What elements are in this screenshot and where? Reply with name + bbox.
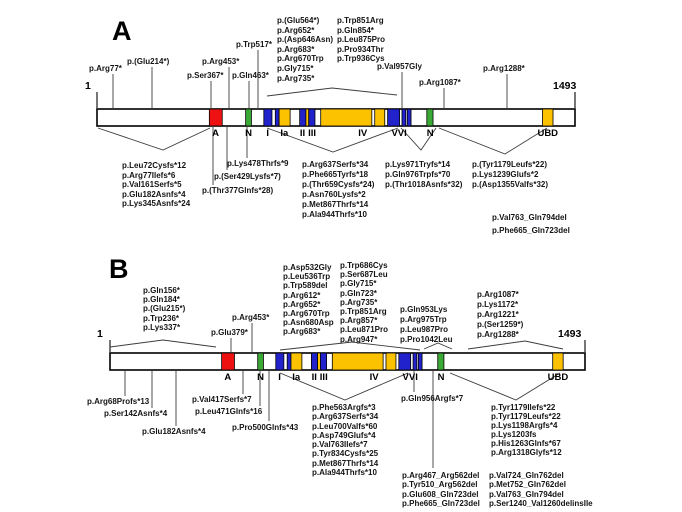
domain-segment — [300, 109, 306, 126]
mutation-group — [402, 471, 480, 508]
mutation-label: p.(Thr377Glnfs*28) — [202, 186, 274, 195]
domain-segment — [279, 109, 290, 126]
domain-segment — [413, 353, 417, 370]
mutation-label: p.Lys1172* — [477, 300, 519, 309]
mutation-label: p.Arg68Profs*13 — [87, 397, 150, 406]
domain-label: IV — [369, 372, 379, 383]
mutation-label: p.Gln723* — [340, 288, 377, 298]
panel-a-scale-start: 1 — [85, 80, 91, 92]
mutation-label: p.Tyr1179Ilefs*22 — [491, 403, 556, 412]
mutation-label: p.(Tyr1179Leufs*22) — [472, 160, 547, 169]
mutation-label: p.Arg683* — [283, 327, 321, 337]
domain-segment — [209, 109, 222, 126]
domain-label: N — [245, 128, 252, 139]
domain-segment — [320, 353, 326, 370]
mutation-label: p.Asp749Glufs*4 — [312, 430, 376, 440]
panel-b-scale-start: 1 — [97, 328, 103, 340]
bracket-chevron — [450, 373, 560, 400]
mutation-label: p.Arg453* — [202, 57, 240, 66]
domain-label: I — [278, 372, 281, 383]
panel-b-letter: B — [109, 254, 129, 284]
mutation-label: p.His1263Glnfs*67 — [491, 439, 561, 448]
mutation-column — [400, 305, 452, 345]
mutation-column — [337, 16, 385, 64]
mutation-label: p.Lys1239Glufs*2 — [472, 170, 539, 179]
mutation-group — [302, 160, 374, 220]
domain-segment — [553, 353, 563, 370]
mutation-label: p.Lys1198Argfs*4 — [491, 421, 558, 430]
mutation-label: p.Pro934Thr — [337, 44, 384, 54]
mutation-label: p.Arg857* — [340, 316, 378, 326]
bracket-chevron — [439, 128, 547, 154]
mutation-label: p.Arg670Trp — [283, 309, 330, 319]
domain-segment — [321, 109, 372, 126]
mutation-label: p.Leu875Pro — [337, 35, 386, 45]
domain-label: N — [437, 372, 445, 383]
mutation-label: p.Trp851Arg — [337, 16, 384, 25]
mutation-label: p.Gln976Trpfs*70 — [385, 170, 451, 179]
domain-segment — [438, 353, 444, 370]
mutation-label: p.Arg637Serfs*34 — [302, 160, 369, 169]
mutation-label: p.Gln956Argfs*7 — [401, 394, 464, 403]
mutation-label: p.Val417Serfs*7 — [192, 395, 252, 404]
domain-segment — [264, 109, 272, 126]
mutation-label: p.Arg1288* — [483, 64, 525, 73]
mutation-label: p.Arg683* — [277, 44, 315, 54]
mutation-label: p.(Glu215*) — [143, 304, 186, 314]
domain-label: N — [257, 372, 264, 383]
mutation-label: p.Ala944Thrfs*10 — [302, 210, 367, 219]
mutation-label: p.Leu471Glnfs*16 — [195, 407, 263, 416]
domain-segment — [399, 353, 411, 370]
domain-label: A — [212, 128, 219, 139]
domain-segment — [275, 109, 279, 126]
mutation-label: p.Arg637Serfs*34 — [312, 412, 379, 422]
mutation-label: p.Glu379* — [211, 328, 248, 337]
mutation-label: p.Arg1288* — [477, 330, 519, 339]
bracket-tent — [267, 88, 397, 96]
mutation-label: p.Glu608_Gln723del — [402, 489, 479, 499]
mutation-label: p.(Glu214*) — [127, 57, 170, 66]
mutation-label: p.Arg670Trp — [277, 54, 324, 64]
domain-label: UBD — [547, 372, 569, 383]
domain-segment — [291, 353, 302, 370]
domain-segment — [427, 109, 433, 126]
domain-segment — [246, 109, 252, 126]
mutation-group — [122, 161, 190, 209]
mutation-label: p.Met867Thrfs*14 — [302, 200, 369, 209]
mutation-label: p.Ser1240_Val1260delinsIle — [489, 498, 593, 508]
bracket-chevron — [98, 128, 210, 150]
mutation-label: p.(Asp1355Valfs*32) — [472, 180, 549, 189]
domain-label: A — [224, 372, 232, 383]
mutation-label: p.Lys478Thrfs*9 — [227, 159, 289, 168]
mutation-label: p.Leu536Trp — [283, 272, 331, 282]
mutation-label: p.(Thr1018Asnfs*32) — [385, 180, 463, 189]
mutation-label: p.(Asp646Asn) — [277, 35, 334, 45]
domain-segment — [402, 109, 406, 126]
mutation-label: p.Gln953Lys — [400, 305, 448, 314]
mutation-label: p.Leu72Cysfs*12 — [122, 161, 187, 170]
domain-segment — [388, 109, 400, 126]
mutation-label: p.Trp851Arg — [340, 307, 387, 317]
domain-segment — [407, 109, 411, 126]
mutation-label: p.Trp936Cys — [337, 54, 385, 64]
mutation-label: p.Ser367* — [187, 71, 224, 80]
mutation-column — [283, 263, 334, 337]
mutation-label: p.Gln184* — [143, 295, 180, 305]
panel-a-letter: A — [112, 16, 132, 46]
mutation-group — [492, 211, 570, 237]
domain-label: III — [319, 372, 328, 383]
mutation-label: p.Glu182Asnfs*4 — [122, 189, 186, 199]
mutation-label: p.Trp517* — [236, 40, 273, 49]
mutation-column — [477, 290, 523, 340]
bracket-tent — [468, 341, 563, 349]
mutation-label: p.Arg947* — [340, 334, 378, 344]
domain-segment — [287, 353, 291, 370]
mutation-group — [385, 160, 462, 190]
mutation-group — [491, 403, 562, 457]
mutation-label: p.Arg652* — [277, 25, 315, 35]
domain-label: II — [299, 128, 306, 139]
mutation-label: p.Gln463* — [232, 71, 269, 80]
domain-label: IV — [358, 128, 368, 139]
mutation-column — [143, 286, 185, 332]
mutation-label: p.Val763_Gln794del — [492, 213, 567, 222]
mutation-label: p.(Thr659Cysfs*24) — [302, 180, 375, 189]
mutation-label: p.Lys337* — [143, 322, 181, 332]
mutation-label: p.Gln156* — [143, 286, 180, 295]
mutation-label: p.Gln854* — [337, 25, 374, 35]
mutation-label: p.Trp236* — [143, 313, 180, 323]
mutation-label: p.Asn680Asp — [283, 318, 334, 328]
mutation-label: p.Phe665_Gln723del — [402, 498, 480, 508]
mutation-label: p.Phe563Argfs*3 — [312, 403, 376, 412]
domain-label: VVI — [391, 128, 407, 139]
mutation-label: p.Ser142Asnfs*4 — [104, 409, 168, 418]
mutation-label: p.Leu871Pro — [340, 325, 389, 335]
mutation-label: p.Arg975Trp — [400, 315, 447, 324]
panel-a-scale-end: 1493 — [553, 80, 577, 92]
mutation-label: p.Arg652* — [283, 299, 321, 309]
mutation-label: p.Leu700Valfs*60 — [312, 421, 378, 431]
domain-segment — [318, 353, 321, 370]
domain-segment — [311, 353, 317, 370]
domain-label: I — [266, 128, 269, 139]
mutation-label: p.Tyr1179Leufs*22 — [491, 412, 561, 421]
mutation-label: p.Arg612* — [283, 290, 321, 300]
domain-segment — [542, 109, 553, 126]
mutation-label: p.Arg735* — [277, 73, 315, 83]
mutation-label: p.Trp589del — [283, 281, 328, 291]
domain-segment — [386, 353, 396, 370]
mutation-label: p.Lys971Tryfs*14 — [385, 160, 451, 169]
mutation-label: p.Tyr834Cysfs*25 — [312, 449, 379, 459]
mutation-label: p.Asn760Lysfs*2 — [302, 190, 366, 199]
domain-label: UBD — [537, 128, 559, 139]
mutation-label: p.Arg735* — [340, 297, 378, 307]
mutation-label: p.Arg1221* — [477, 310, 519, 319]
mutation-label: p.Met752_Gln762del — [489, 480, 566, 490]
mutation-label: p.Ala944Thrfs*10 — [312, 468, 377, 478]
mutation-label: p.Lys345Asnfs*24 — [122, 199, 191, 209]
mutation-label: p.Arg1318Glyfs*12 — [491, 448, 562, 457]
domain-label: N — [426, 128, 434, 139]
mutation-label: p.Arg467_Arg562del — [402, 471, 480, 480]
mutation-label: p.Arg453* — [232, 313, 270, 322]
mutation-label: p.Phe665Tyrfs*18 — [302, 170, 369, 179]
mutation-label: p.Glu182Asnfs*4 — [142, 427, 206, 436]
mutation-label: p.Arg1087* — [477, 290, 519, 299]
mutation-label: p.Val763Ilefs*7 — [312, 440, 368, 450]
mutation-label: p.Pro1042Leu — [400, 335, 453, 344]
mutation-label: p.Trp686Cys — [340, 261, 388, 270]
mutation-label: p.Arg1087* — [419, 78, 461, 87]
domain-segment — [332, 353, 383, 370]
mutation-group — [472, 160, 548, 190]
mutation-label: p.Asp532Gly — [283, 263, 332, 272]
mutation-group — [312, 403, 378, 477]
domain-label: VVI — [402, 372, 418, 383]
domain-segment — [309, 109, 315, 126]
mutation-label: p.(Ser1259*) — [477, 320, 524, 329]
mutation-group — [489, 471, 593, 508]
bracket-tent — [110, 340, 216, 347]
mutation-label: p.Arg77Ilefs*6 — [122, 170, 176, 180]
domain-segment — [375, 109, 385, 126]
mutation-label: p.Phe665_Gln723del — [492, 226, 570, 235]
domain-segment — [418, 353, 422, 370]
mutation-label: p.Val763_Gln794del — [489, 489, 564, 499]
domain-label: II — [311, 372, 317, 383]
mutation-label: p.Met867Thrfs*14 — [312, 458, 379, 468]
mutation-label: p.Gly715* — [277, 63, 314, 73]
mutation-label: p.Tyr510_Arg562del — [402, 480, 478, 490]
domain-label: III — [308, 128, 317, 139]
mutation-label: p.Pro500Glnfs*43 — [232, 423, 299, 432]
domain-segment — [222, 353, 235, 370]
mutation-label: p.Gly715* — [340, 279, 377, 289]
mutation-label: p.(Ser429Lysfs*7) — [214, 172, 281, 181]
mutation-column — [277, 16, 333, 83]
panel-b-scale-end: 1493 — [558, 328, 582, 340]
mutation-label: p.Lys1203fs — [491, 430, 537, 439]
mutation-label: p.Val724_Gln762del — [489, 471, 564, 480]
mutation-label: p.(Glu564*) — [277, 16, 320, 25]
domain-segment — [306, 109, 309, 126]
mutation-label: p.Val161Serfs*5 — [122, 180, 182, 190]
mutation-label: p.Leu987Pro — [400, 325, 449, 334]
mutation-column — [340, 261, 388, 344]
domain-label: Ia — [280, 128, 289, 139]
domain-segment — [276, 353, 284, 370]
mutation-label: p.Arg77* — [89, 64, 122, 73]
domain-label: Ia — [292, 372, 301, 383]
mutation-label: p.Ser687Leu — [340, 270, 388, 280]
domain-segment — [258, 353, 264, 370]
mutation-label: p.Val957Gly — [377, 62, 422, 71]
